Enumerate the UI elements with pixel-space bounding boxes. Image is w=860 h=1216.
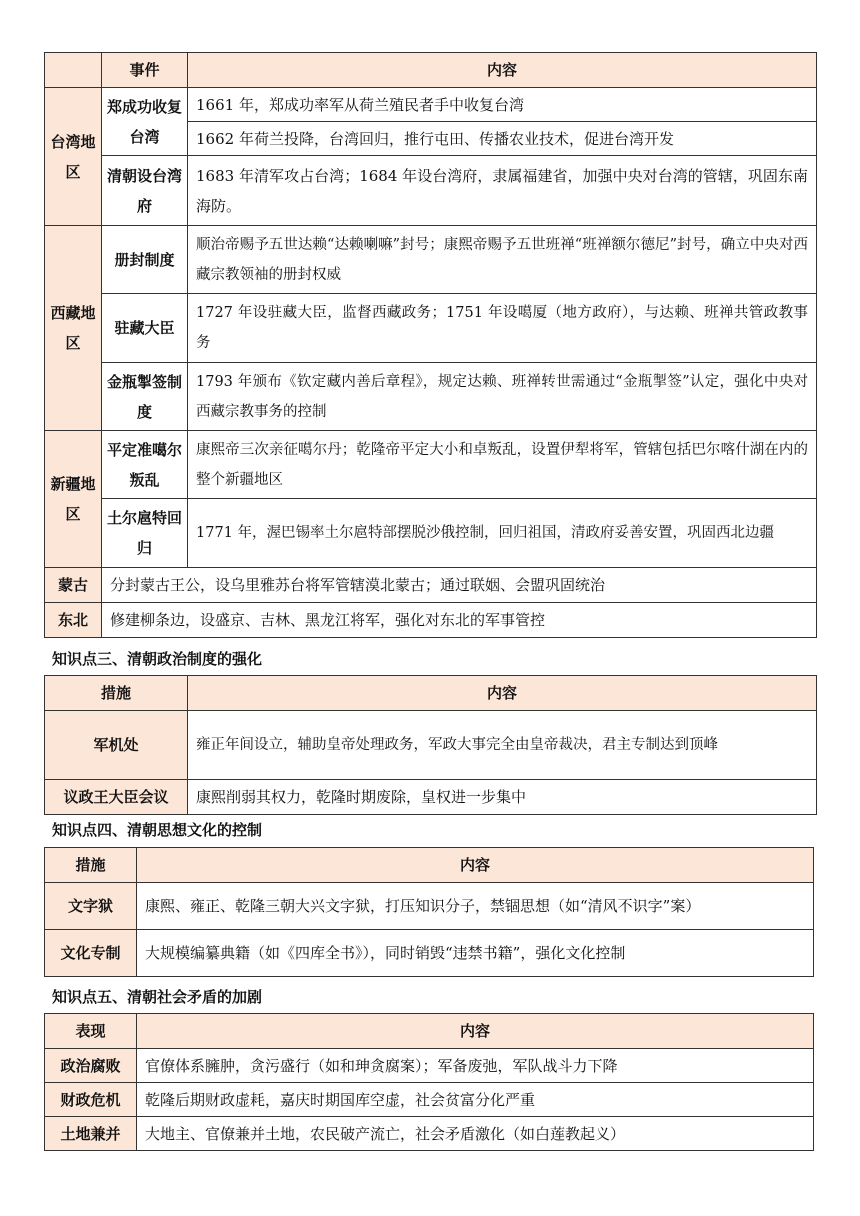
content-cell: 官僚体系臃肿，贪污盛行（如和珅贪腐案）；军备废弛，军队战斗力下降 (137, 1049, 814, 1083)
measure-cell: 文化专制 (45, 930, 137, 977)
content-cell: 大地主、官僚兼并土地，农民破产流亡，社会矛盾激化（如白莲教起义） (137, 1117, 814, 1151)
header-manifestation: 表现 (45, 1014, 137, 1049)
measure-cell: 财政危机 (45, 1083, 137, 1117)
content-cell: 修建柳条边，设盛京、吉林、黑龙江将军，强化对东北的军事管控 (102, 603, 817, 638)
content-cell: 康熙、雍正、乾隆三朝大兴文字狱，打压知识分子，禁锢思想（如“清风不识字”案） (137, 883, 814, 930)
content-cell: 乾隆后期财政虚耗，嘉庆时期国库空虚，社会贫富分化严重 (137, 1083, 814, 1117)
measure-cell: 政治腐败 (45, 1049, 137, 1083)
event-taiwan-prefecture: 清朝设台湾府 (102, 156, 188, 226)
header-content: 内容 (137, 848, 814, 883)
header-corner (45, 53, 102, 88)
measure-cell: 议政王大臣会议 (45, 780, 188, 815)
section-title: 知识点五、清朝社会矛盾的加剧 (52, 988, 263, 1006)
event-amban: 驻藏大臣 (102, 294, 188, 363)
header-event: 事件 (102, 53, 188, 88)
event-dzungar: 平定准噶尔叛乱 (102, 431, 188, 499)
header-content: 内容 (137, 1014, 814, 1049)
political-table (44, 675, 817, 815)
regions-table (44, 52, 817, 638)
content-cell: 康熙削弱其权力，乾隆时期废除，皇权进一步集中 (188, 780, 817, 815)
content-cell: 分封蒙古王公，设乌里雅苏台将军管辖漠北蒙古；通过联姻、会盟巩固统治 (102, 568, 817, 603)
category-northeast: 东北 (45, 603, 102, 638)
header-measure: 措施 (45, 848, 137, 883)
content-cell: 1662 年荷兰投降，台湾回归，推行屯田、传播农业技术，促进台湾开发 (188, 122, 817, 156)
content-cell: 1771 年，渥巴锡率土尔扈特部摆脱沙俄控制，回归祖国，清政府妥善安置，巩固西北边疆 (188, 499, 817, 568)
category-mongolia: 蒙古 (45, 568, 102, 603)
content-cell: 1727 年设驻藏大臣，监督西藏政务；1751 年设噶厦（地方政府），与达赖、班禅共管政教事务 (188, 294, 817, 363)
social-table (44, 1013, 814, 1151)
content-cell: 顺治帝赐予五世达赖“达赖喇嘛”封号；康熙帝赐予五世班禅“班禅额尔德尼”封号，确立中央对西藏宗教领袖的册封权威 (188, 226, 817, 294)
measure-cell: 土地兼并 (45, 1117, 137, 1151)
section-title: 知识点四、清朝思想文化的控制 (52, 821, 263, 839)
header-measure: 措施 (45, 676, 188, 711)
content-cell: 1793 年颁布《钦定藏内善后章程》，规定达赖、班禅转世需通过“金瓶掣签”认定，强化中央对西藏宗教事务的控制 (188, 363, 817, 431)
cultural-table (44, 847, 814, 977)
content-cell: 雍正年间设立，辅助皇帝处理政务，军政大事完全由皇帝裁决，君主专制达到顶峰 (188, 711, 817, 780)
category-tibet: 西藏地区 (45, 226, 102, 431)
event-investiture: 册封制度 (102, 226, 188, 294)
category-xinjiang: 新疆地区 (45, 431, 102, 568)
content-cell: 1683 年清军攻占台湾；1684 年设台湾府，隶属福建省，加强中央对台湾的管辖，巩固东南海防。 (188, 156, 817, 226)
measure-cell: 文字狱 (45, 883, 137, 930)
measure-cell: 军机处 (45, 711, 188, 780)
content-cell: 1661 年，郑成功率军从荷兰殖民者手中收复台湾 (188, 88, 817, 122)
event-zheng-chenggong: 郑成功收复台湾 (102, 88, 188, 156)
content-cell: 康熙帝三次亲征噶尔丹；乾隆帝平定大小和卓叛乱，设置伊犁将军，管辖包括巴尔喀什湖在内的整个新疆地区 (188, 431, 817, 499)
section-title: 知识点三、清朝政治制度的强化 (52, 650, 263, 668)
content-cell: 大规模编纂典籍（如《四库全书》），同时销毁“违禁书籍”，强化文化控制 (137, 930, 814, 977)
category-taiwan: 台湾地区 (45, 88, 102, 226)
header-content: 内容 (188, 676, 817, 711)
header-content: 内容 (188, 53, 817, 88)
event-torghut: 土尔扈特回归 (102, 499, 188, 568)
event-golden-urn: 金瓶掣签制度 (102, 363, 188, 431)
